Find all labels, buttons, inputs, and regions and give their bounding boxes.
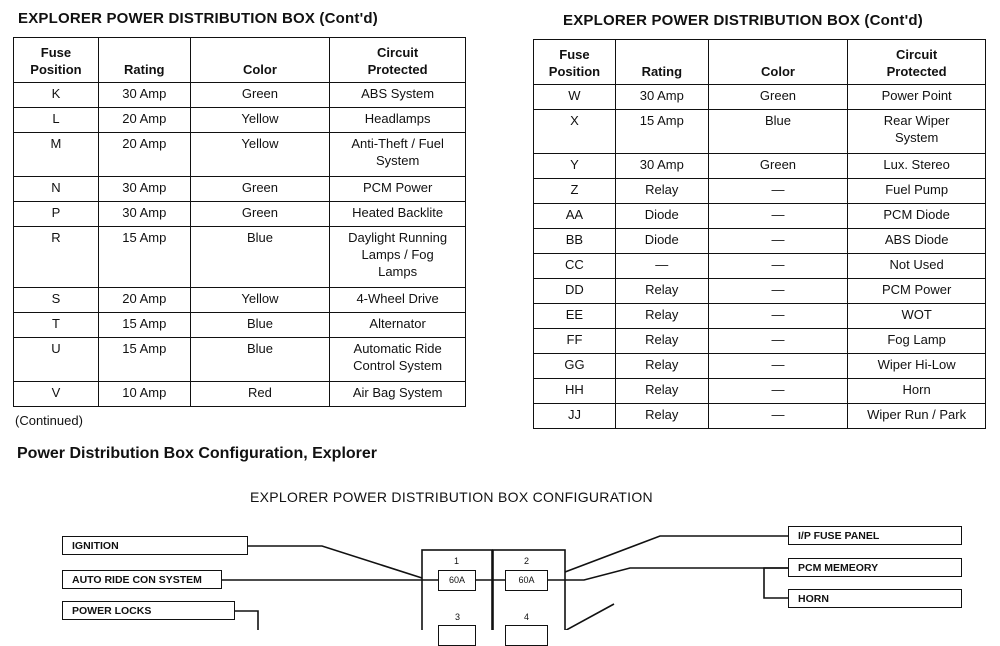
cell-fuse-position: Z (534, 179, 616, 204)
fuse-4 (505, 625, 548, 646)
header-circuit-protected: Circuit Protected (848, 40, 986, 85)
right-table-title: EXPLORER POWER DISTRIBUTION BOX (Cont'd) (563, 12, 923, 29)
cell-fuse-position: T (14, 313, 99, 338)
circuit-line: Not Used (889, 257, 944, 272)
header-rating: Rating (98, 38, 190, 83)
cell-color: — (708, 404, 848, 429)
circuit-line: Fuel Pump (885, 182, 949, 197)
circuit-line: Lamps / Fog (361, 247, 434, 262)
cell-color: — (708, 229, 848, 254)
cell-fuse-position: S (14, 288, 99, 313)
cell-fuse-position: JJ (534, 404, 616, 429)
cell-fuse-position: GG (534, 354, 616, 379)
circuit-line: PCM Power (881, 282, 952, 297)
cell-rating: — (615, 254, 708, 279)
cell-rating: 20 Amp (98, 133, 190, 177)
cell-fuse-position: M (14, 133, 99, 177)
cell-rating: Relay (615, 404, 708, 429)
cell-rating: 15 Amp (615, 110, 708, 154)
left-table-title: EXPLORER POWER DISTRIBUTION BOX (Cont'd) (18, 10, 378, 27)
circuit-line: Alternator (369, 316, 426, 331)
wire-lower-right (548, 604, 614, 630)
cell-rating: 30 Amp (98, 202, 190, 227)
circuit-line: Automatic Ride (353, 341, 442, 356)
circuit-line: Wiper Run / Park (867, 407, 967, 422)
cell-fuse-position: P (14, 202, 99, 227)
cell-color: Blue (708, 110, 848, 154)
header-rating: Rating (615, 40, 708, 85)
circuit-line: WOT (901, 307, 932, 322)
header-color: Color (190, 38, 330, 83)
cell-color: Green (708, 85, 848, 110)
cell-fuse-position: R (14, 227, 99, 288)
cell-fuse-position: Y (534, 154, 616, 179)
cell-rating: 10 Amp (98, 382, 190, 407)
diagram-title: EXPLORER POWER DISTRIBUTION BOX CONFIGURATION (250, 489, 653, 505)
header-color: Color (708, 40, 848, 85)
fuse-number-1: 1 (454, 556, 460, 566)
cell-fuse-position: U (14, 338, 99, 382)
cell-fuse-position: CC (534, 254, 616, 279)
circuit-line: Lux. Stereo (883, 157, 950, 172)
cell-color: Green (708, 154, 848, 179)
circuit-line: ABS Diode (884, 232, 949, 247)
cell-fuse-position: L (14, 108, 99, 133)
cell-color: — (708, 279, 848, 304)
cell-color: — (708, 304, 848, 329)
cell-fuse-position: BB (534, 229, 616, 254)
cell-rating: Relay (615, 304, 708, 329)
cell-fuse-position: K (14, 83, 99, 108)
cell-rating: 30 Amp (615, 154, 708, 179)
cell-color: Yellow (190, 108, 330, 133)
header-fuse-position: Fuse Position (534, 40, 616, 85)
label-horn: HORN (788, 589, 962, 608)
cell-rating: Relay (615, 354, 708, 379)
cell-color: — (708, 179, 848, 204)
cell-rating: 20 Amp (98, 288, 190, 313)
cell-color: — (708, 204, 848, 229)
cell-rating: 15 Amp (98, 227, 190, 288)
cell-rating: 20 Amp (98, 108, 190, 133)
cell-fuse-position: DD (534, 279, 616, 304)
cell-rating: Relay (615, 179, 708, 204)
circuit-line: Lamps (378, 264, 418, 279)
wire-power-locks (235, 611, 258, 630)
circuit-line: Air Bag System (352, 385, 443, 400)
cell-rating: Relay (615, 379, 708, 404)
cell-fuse-position: FF (534, 329, 616, 354)
cell-color: — (708, 254, 848, 279)
cell-fuse-position: X (534, 110, 616, 154)
circuit-line: Wiper Hi-Low (877, 357, 956, 372)
cell-fuse-position: AA (534, 204, 616, 229)
figure-caption: Power Distribution Box Configuration, Explorer (17, 445, 378, 462)
circuit-line: Fog Lamp (887, 332, 946, 347)
cell-fuse-position: HH (534, 379, 616, 404)
continued-note: (Continued) (15, 413, 83, 428)
wire-pcm-memory (548, 568, 788, 580)
cell-color: — (708, 379, 848, 404)
cell-color: Blue (190, 313, 330, 338)
fuse-number-3: 3 (455, 612, 461, 622)
cell-color: Blue (190, 227, 330, 288)
circuit-line: Daylight Running (348, 230, 448, 245)
header-fuse-position: Fuse Position (14, 38, 99, 83)
circuit-line: ABS System (361, 86, 435, 101)
cell-rating: Diode (615, 204, 708, 229)
cell-color: Red (190, 382, 330, 407)
circuit-line: Heated Backlite (352, 205, 444, 220)
cell-fuse-position: N (14, 177, 99, 202)
cell-rating: 30 Amp (98, 83, 190, 108)
fuse-1: 60A (438, 570, 476, 591)
cell-color: Green (190, 202, 330, 227)
wire-ip-fuse-panel (565, 536, 788, 572)
label-ip-fuse-panel: I/P FUSE PANEL (788, 526, 962, 545)
circuit-line: Horn (902, 382, 931, 397)
cell-fuse-position: W (534, 85, 616, 110)
cell-color: — (708, 329, 848, 354)
cell-rating: 30 Amp (615, 85, 708, 110)
cell-color: — (708, 354, 848, 379)
label-pcm-memory: PCM MEMEORY (788, 558, 962, 577)
wire-ignition (248, 546, 422, 578)
label-ignition: IGNITION (62, 536, 248, 555)
fuse-number-2: 2 (524, 556, 530, 566)
cell-color: Yellow (190, 133, 330, 177)
circuit-line: Rear Wiper (883, 113, 950, 128)
cell-rating: Relay (615, 279, 708, 304)
circuit-line: PCM Power (362, 180, 433, 195)
fuse-3 (438, 625, 476, 646)
circuit-line: Power Point (881, 88, 952, 103)
circuit-line: PCM Diode (883, 207, 950, 222)
cell-rating: 30 Amp (98, 177, 190, 202)
circuit-line: Anti-Theft / Fuel (351, 136, 444, 151)
cell-rating: Diode (615, 229, 708, 254)
cell-fuse-position: V (14, 382, 99, 407)
header-circuit-protected: Circuit Protected (330, 38, 466, 83)
cell-rating: 15 Amp (98, 313, 190, 338)
cell-color: Yellow (190, 288, 330, 313)
cell-color: Blue (190, 338, 330, 382)
cell-color: Green (190, 83, 330, 108)
fuse-number-4: 4 (524, 612, 530, 622)
circuit-line: Control System (353, 358, 443, 373)
label-auto-ride-con-system: AUTO RIDE CON SYSTEM (62, 570, 222, 589)
fuse-2: 60A (505, 570, 548, 591)
cell-color: Green (190, 177, 330, 202)
label-power-locks: POWER LOCKS (62, 601, 235, 620)
cell-rating: Relay (615, 329, 708, 354)
cell-fuse-position: EE (534, 304, 616, 329)
circuit-line: System (894, 130, 939, 145)
cell-rating: 15 Amp (98, 338, 190, 382)
circuit-line: System (375, 153, 420, 168)
circuit-line: 4-Wheel Drive (356, 291, 439, 306)
circuit-line: Headlamps (364, 111, 431, 126)
wire-horn-bracket (764, 568, 788, 598)
